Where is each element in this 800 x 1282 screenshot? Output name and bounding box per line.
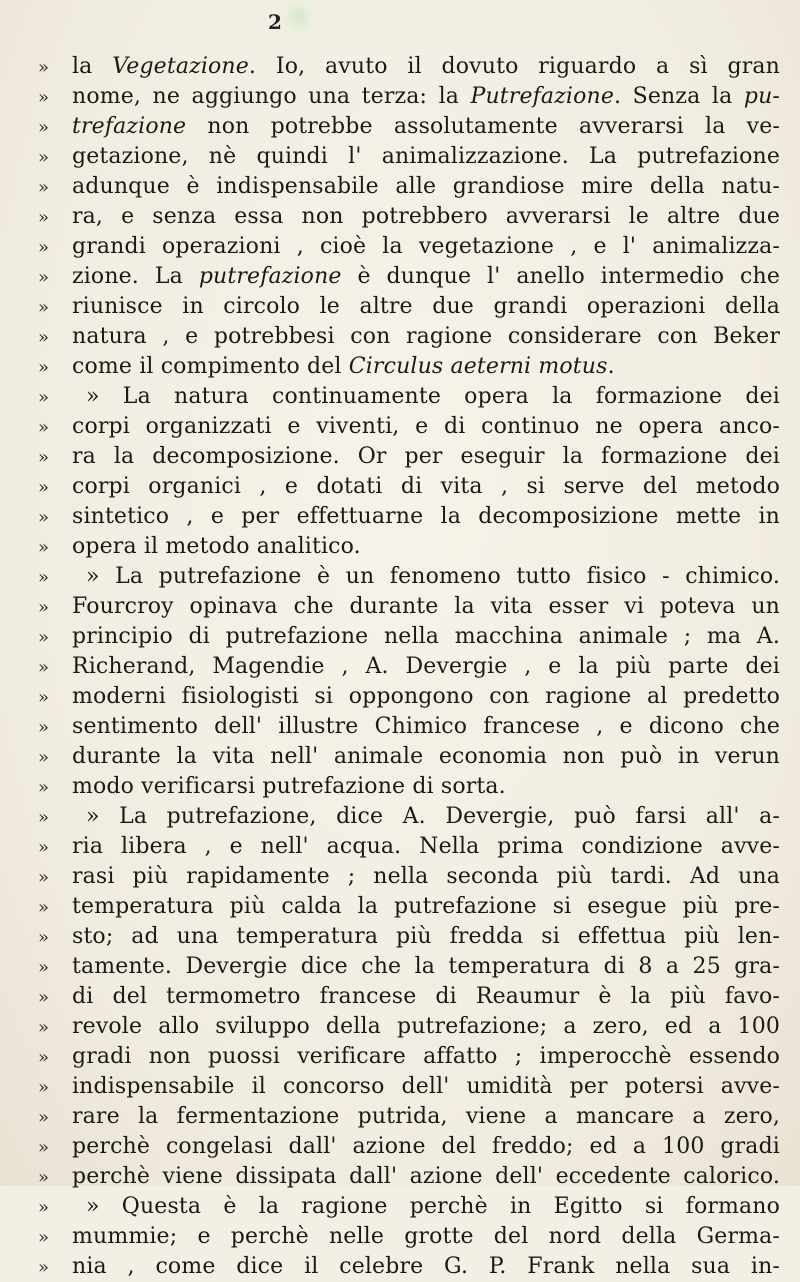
text-line (38, 772, 780, 802)
text-line (38, 82, 780, 112)
text-line (38, 1072, 780, 1102)
text-line (38, 712, 780, 742)
text-line (38, 412, 780, 442)
text-line (38, 502, 780, 532)
text-line (38, 622, 780, 652)
quote-mark: » (38, 87, 49, 108)
line-text: corpi organici , e dotati di vita , si serve del metodo (72, 474, 780, 499)
text-line (38, 952, 780, 982)
quote-mark: » (38, 207, 49, 228)
line-text: corpi organizzati e viventi, e di continuo ne opera anco- (72, 414, 780, 439)
quote-mark: » (38, 1227, 49, 1248)
quote-mark: » (38, 417, 49, 438)
quote-mark: » (38, 1137, 49, 1158)
quote-mark: » (38, 807, 49, 828)
line-text: natura , e potrebbesi con ragione considerare con Beker (72, 324, 780, 349)
line-text: Richerand, Magendie , A. Devergie , e la più parte dei (72, 654, 780, 679)
text-line (38, 292, 780, 322)
text-line (38, 652, 780, 682)
page-stain (282, 0, 316, 34)
text-line (38, 802, 780, 832)
line-text: di del termometro francese di Reaumur è la più favo- (72, 984, 780, 1009)
line-text: principio di putrefazione nella macchina animale ; ma A. (72, 624, 780, 649)
body-text (38, 52, 780, 1282)
line-text: perchè viene dissipata dall' azione dell' eccedente calorico. (72, 1164, 780, 1189)
text-line (38, 892, 780, 922)
text-line (38, 202, 780, 232)
line-text: » La putrefazione, dice A. Devergie, può farsi all' a- (86, 804, 780, 829)
quote-mark: » (38, 387, 49, 408)
quote-mark: » (38, 357, 49, 378)
quote-mark: » (38, 507, 49, 528)
line-text: riunisce in circolo le altre due grandi operazioni della (72, 294, 780, 319)
quote-mark: » (38, 1077, 49, 1098)
text-line (38, 682, 780, 712)
line-text: grandi operazioni , cioè la vegetazione , e l' animalizza- (72, 234, 780, 259)
text-line (38, 532, 780, 562)
line-text: mummie; e perchè nelle grotte del nord della Germa- (72, 1224, 780, 1249)
text-line (38, 472, 780, 502)
line-text: come il compimento del Circulus aeterni motus. (72, 354, 615, 379)
text-line (38, 262, 780, 292)
text-line (38, 592, 780, 622)
quote-mark: » (38, 1197, 49, 1218)
text-line (38, 322, 780, 352)
text-line (38, 352, 780, 382)
quote-mark: » (38, 147, 49, 168)
quote-mark: » (38, 987, 49, 1008)
quote-mark: » (38, 657, 49, 678)
text-line (38, 382, 780, 412)
text-line (38, 1192, 780, 1222)
text-line (38, 112, 780, 142)
text-line (38, 1042, 780, 1072)
text-line (38, 1132, 780, 1162)
text-line (38, 1252, 780, 1282)
line-text: » La putrefazione è un fenomeno tutto fisico - chimico. (86, 564, 780, 589)
text-line (38, 442, 780, 472)
quote-mark: » (38, 837, 49, 858)
quote-mark: » (38, 267, 49, 288)
text-line (38, 1162, 780, 1192)
quote-mark: » (38, 1257, 49, 1278)
line-text: temperatura più calda la putrefazione si esegue più pre- (72, 894, 780, 919)
line-text: revole allo sviluppo della putrefazione; a zero, ed a 100 (72, 1014, 780, 1039)
line-text: trefazione non potrebbe assolutamente avverarsi la ve- (72, 114, 780, 139)
line-text: ra, e senza essa non potrebbero avverarsi le altre due (72, 204, 780, 229)
line-text: Fourcroy opinava che durante la vita esser vi poteva un (72, 594, 780, 619)
line-text: gradi non puossi verificare affatto ; imperocchè essendo (72, 1044, 780, 1069)
line-text: indispensabile il concorso dell' umidità per potersi avve- (72, 1074, 780, 1099)
line-text: sto; ad una temperatura più fredda si effettua più len- (72, 924, 780, 949)
line-text: rare la fermentazione putrida, viene a mancare a zero, (72, 1104, 780, 1129)
text-line (38, 1012, 780, 1042)
line-text: sintetico , e per effettuarne la decomposizione mette in (72, 504, 780, 529)
text-line (38, 832, 780, 862)
quote-mark: » (38, 747, 49, 768)
text-line (38, 1222, 780, 1252)
line-text: rasi più rapidamente ; nella seconda più tardi. Ad una (72, 864, 780, 889)
line-text: moderni fisiologisti si oppongono con ragione al predetto (72, 684, 780, 709)
text-line (38, 1102, 780, 1132)
quote-mark: » (38, 477, 49, 498)
text-line (38, 742, 780, 772)
quote-mark: » (38, 1017, 49, 1038)
line-text: modo verificarsi putrefazione di sorta. (72, 774, 506, 799)
text-line (38, 562, 780, 592)
quote-mark: » (38, 1167, 49, 1188)
quote-mark: » (38, 717, 49, 738)
quote-mark: » (38, 57, 49, 78)
quote-mark: » (38, 327, 49, 348)
page-number: 2 (268, 10, 282, 34)
text-line (38, 52, 780, 82)
quote-mark: » (38, 1107, 49, 1128)
quote-mark: » (38, 567, 49, 588)
quote-mark: » (38, 447, 49, 468)
text-line (38, 232, 780, 262)
text-line (38, 172, 780, 202)
quote-mark: » (38, 297, 49, 318)
line-text: tamente. Devergie dice che la temperatura di 8 a 25 gra- (72, 954, 780, 979)
line-text: adunque è indispensabile alle grandiose mire della natu- (72, 174, 780, 199)
quote-mark: » (38, 117, 49, 138)
quote-mark: » (38, 597, 49, 618)
quote-mark: » (38, 1047, 49, 1068)
line-text: opera il metodo analitico. (72, 534, 361, 559)
line-text: getazione, nè quindi l' animalizzazione. La putrefazione (72, 144, 780, 169)
line-text: » La natura continuamente opera la formazione dei (86, 384, 780, 409)
quote-mark: » (38, 237, 49, 258)
line-text: zione. La putrefazione è dunque l' anello intermedio che (72, 264, 780, 289)
line-text: la Vegetazione. Io, avuto il dovuto riguardo a sì gran (72, 54, 780, 79)
line-text: perchè congelasi dall' azione del freddo; ed a 100 gradi (72, 1134, 780, 1159)
text-line (38, 142, 780, 172)
text-line (38, 862, 780, 892)
quote-mark: » (38, 777, 49, 798)
line-text: nome, ne aggiungo una terza: la Putrefazione. Senza la pu- (72, 84, 780, 109)
line-text: ra la decomposizione. Or per eseguir la formazione dei (72, 444, 780, 469)
quote-mark: » (38, 957, 49, 978)
quote-mark: » (38, 177, 49, 198)
quote-mark: » (38, 687, 49, 708)
line-text: ria libera , e nell' acqua. Nella prima condizione avve- (72, 834, 780, 859)
text-line (38, 982, 780, 1012)
quote-mark: » (38, 867, 49, 888)
text-line (38, 922, 780, 952)
line-text: nia , come dice il celebre G. P. Frank nella sua in- (72, 1254, 780, 1279)
quote-mark: » (38, 927, 49, 948)
line-text: durante la vita nell' animale economia non può in verun (72, 744, 780, 769)
quote-mark: » (38, 627, 49, 648)
quote-mark: » (38, 537, 49, 558)
quote-mark: » (38, 897, 49, 918)
line-text: sentimento dell' illustre Chimico francese , e dicono che (72, 714, 780, 739)
line-text: » Questa è la ragione perchè in Egitto si formano (86, 1194, 780, 1219)
